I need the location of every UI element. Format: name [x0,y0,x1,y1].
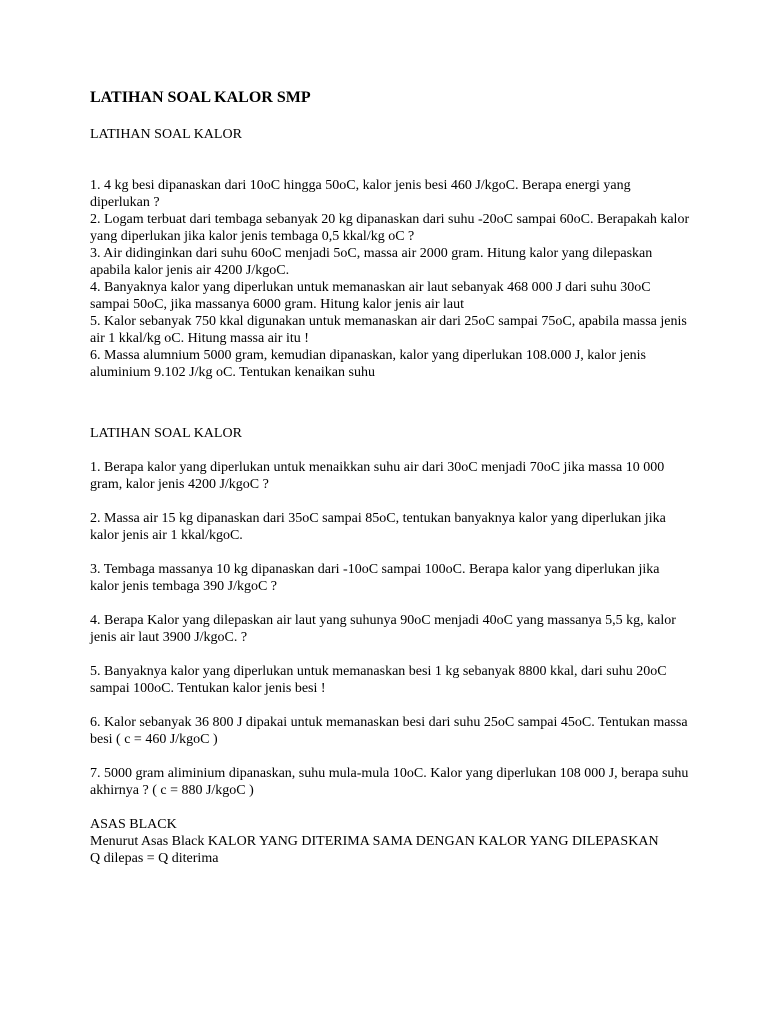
question-item: 5. Banyaknya kalor yang diperlukan untuk memanaskan besi 1 kg sebanyak 8800 kkal, dari suhu 20oC sampai 100oC. Tentukan kalor jenis besi ! [90,664,667,696]
question-item: 6. Kalor sebanyak 36 800 J dipakai untuk memanaskan besi dari suhu 25oC sampai 45oC. Tentukan massa besi ( c = 460 J/kgoC ) [90,715,688,747]
question-item: 1. 4 kg besi dipanaskan dari 10oC hingga 50oC, kalor jenis besi 460 J/kgoC. Berapa energi yang diperlukan ? [90,178,631,210]
question-item: 3. Tembaga massanya 10 kg dipanaskan dari -10oC sampai 100oC. Berapa kalor yang diperlukan jika kalor jenis tembaga 390 J/kgoC ? [90,562,660,594]
question-item: 4. Berapa Kalor yang dilepaskan air laut yang suhunya 90oC menjadi 40oC yang massanya 5,5 kg, kalor jenis air laut 3900 J/kgoC. ? [90,613,676,645]
spacer [90,799,690,816]
section-2-questions [90,459,690,799]
spacer [90,108,690,126]
spacer [90,143,690,177]
section-1-heading: LATIHAN SOAL KALOR [90,127,242,142]
spacer [90,381,690,425]
spacer [90,442,690,459]
section-3-heading: ASAS BLACK [90,817,177,832]
question-item: 3. Air didinginkan dari suhu 60oC menjadi 5oC, massa air 2000 gram. Hitung kalor yang dilepaskan apabila kalor jenis air 4200 J/kgoC. [90,246,653,278]
question-item: 2. Massa air 15 kg dipanaskan dari 35oC sampai 85oC, tentukan banyaknya kalor yang diperlukan jika kalor jenis air 1 kkal/kgoC. [90,511,666,543]
question-item: 7. 5000 gram aliminium dipanaskan, suhu mula-mula 10oC. Kalor yang diperlukan 108 000 J, berapa suhu akhirnya ? ( c = 880 J/kgoC ) [90,766,689,798]
question-item: 6. Massa alumnium 5000 gram, kemudian dipanaskan, kalor yang diperlukan 108.000 J, kalor jenis aluminium 9.102 J/kg oC. Tentukan kenaikan suhu [90,348,647,380]
section-1-questions [90,177,690,381]
section-2-heading: LATIHAN SOAL KALOR [90,426,242,441]
question-item: 5. Kalor sebanyak 750 kkal digunakan untuk memanaskan air dari 25oC sampai 75oC, apabila massa jenis air 1 kkal/kg oC. Hitung massa air itu ! [90,314,687,346]
question-item: 1. Berapa kalor yang diperlukan untuk menaikkan suhu air dari 30oC menjadi 70oC jika massa 10 000 gram, kalor jenis 4200 J/kgoC ? [90,460,665,492]
asas-black-formula: Q dilepas = Q diterima [90,851,219,866]
document-title: LATIHAN SOAL KALOR SMP [90,89,311,106]
document-body [90,88,690,867]
question-item: 4. Banyaknya kalor yang diperlukan untuk memanaskan air laut sebanyak 468 000 J dari suhu 30oC sampai 50oC, jika massanya 6000 gram. Hitung kalor jenis air laut [90,280,651,312]
asas-black-statement: Menurut Asas Black KALOR YANG DITERIMA SAMA DENGAN KALOR YANG DILEPASKAN [90,834,659,849]
question-item: 2. Logam terbuat dari tembaga sebanyak 20 kg dipanaskan dari suhu -20oC sampai 60oC. Berapakah kalor yang diperlukan jika kalor jenis tembaga 0,5 kkal/kg oC ? [90,212,690,244]
